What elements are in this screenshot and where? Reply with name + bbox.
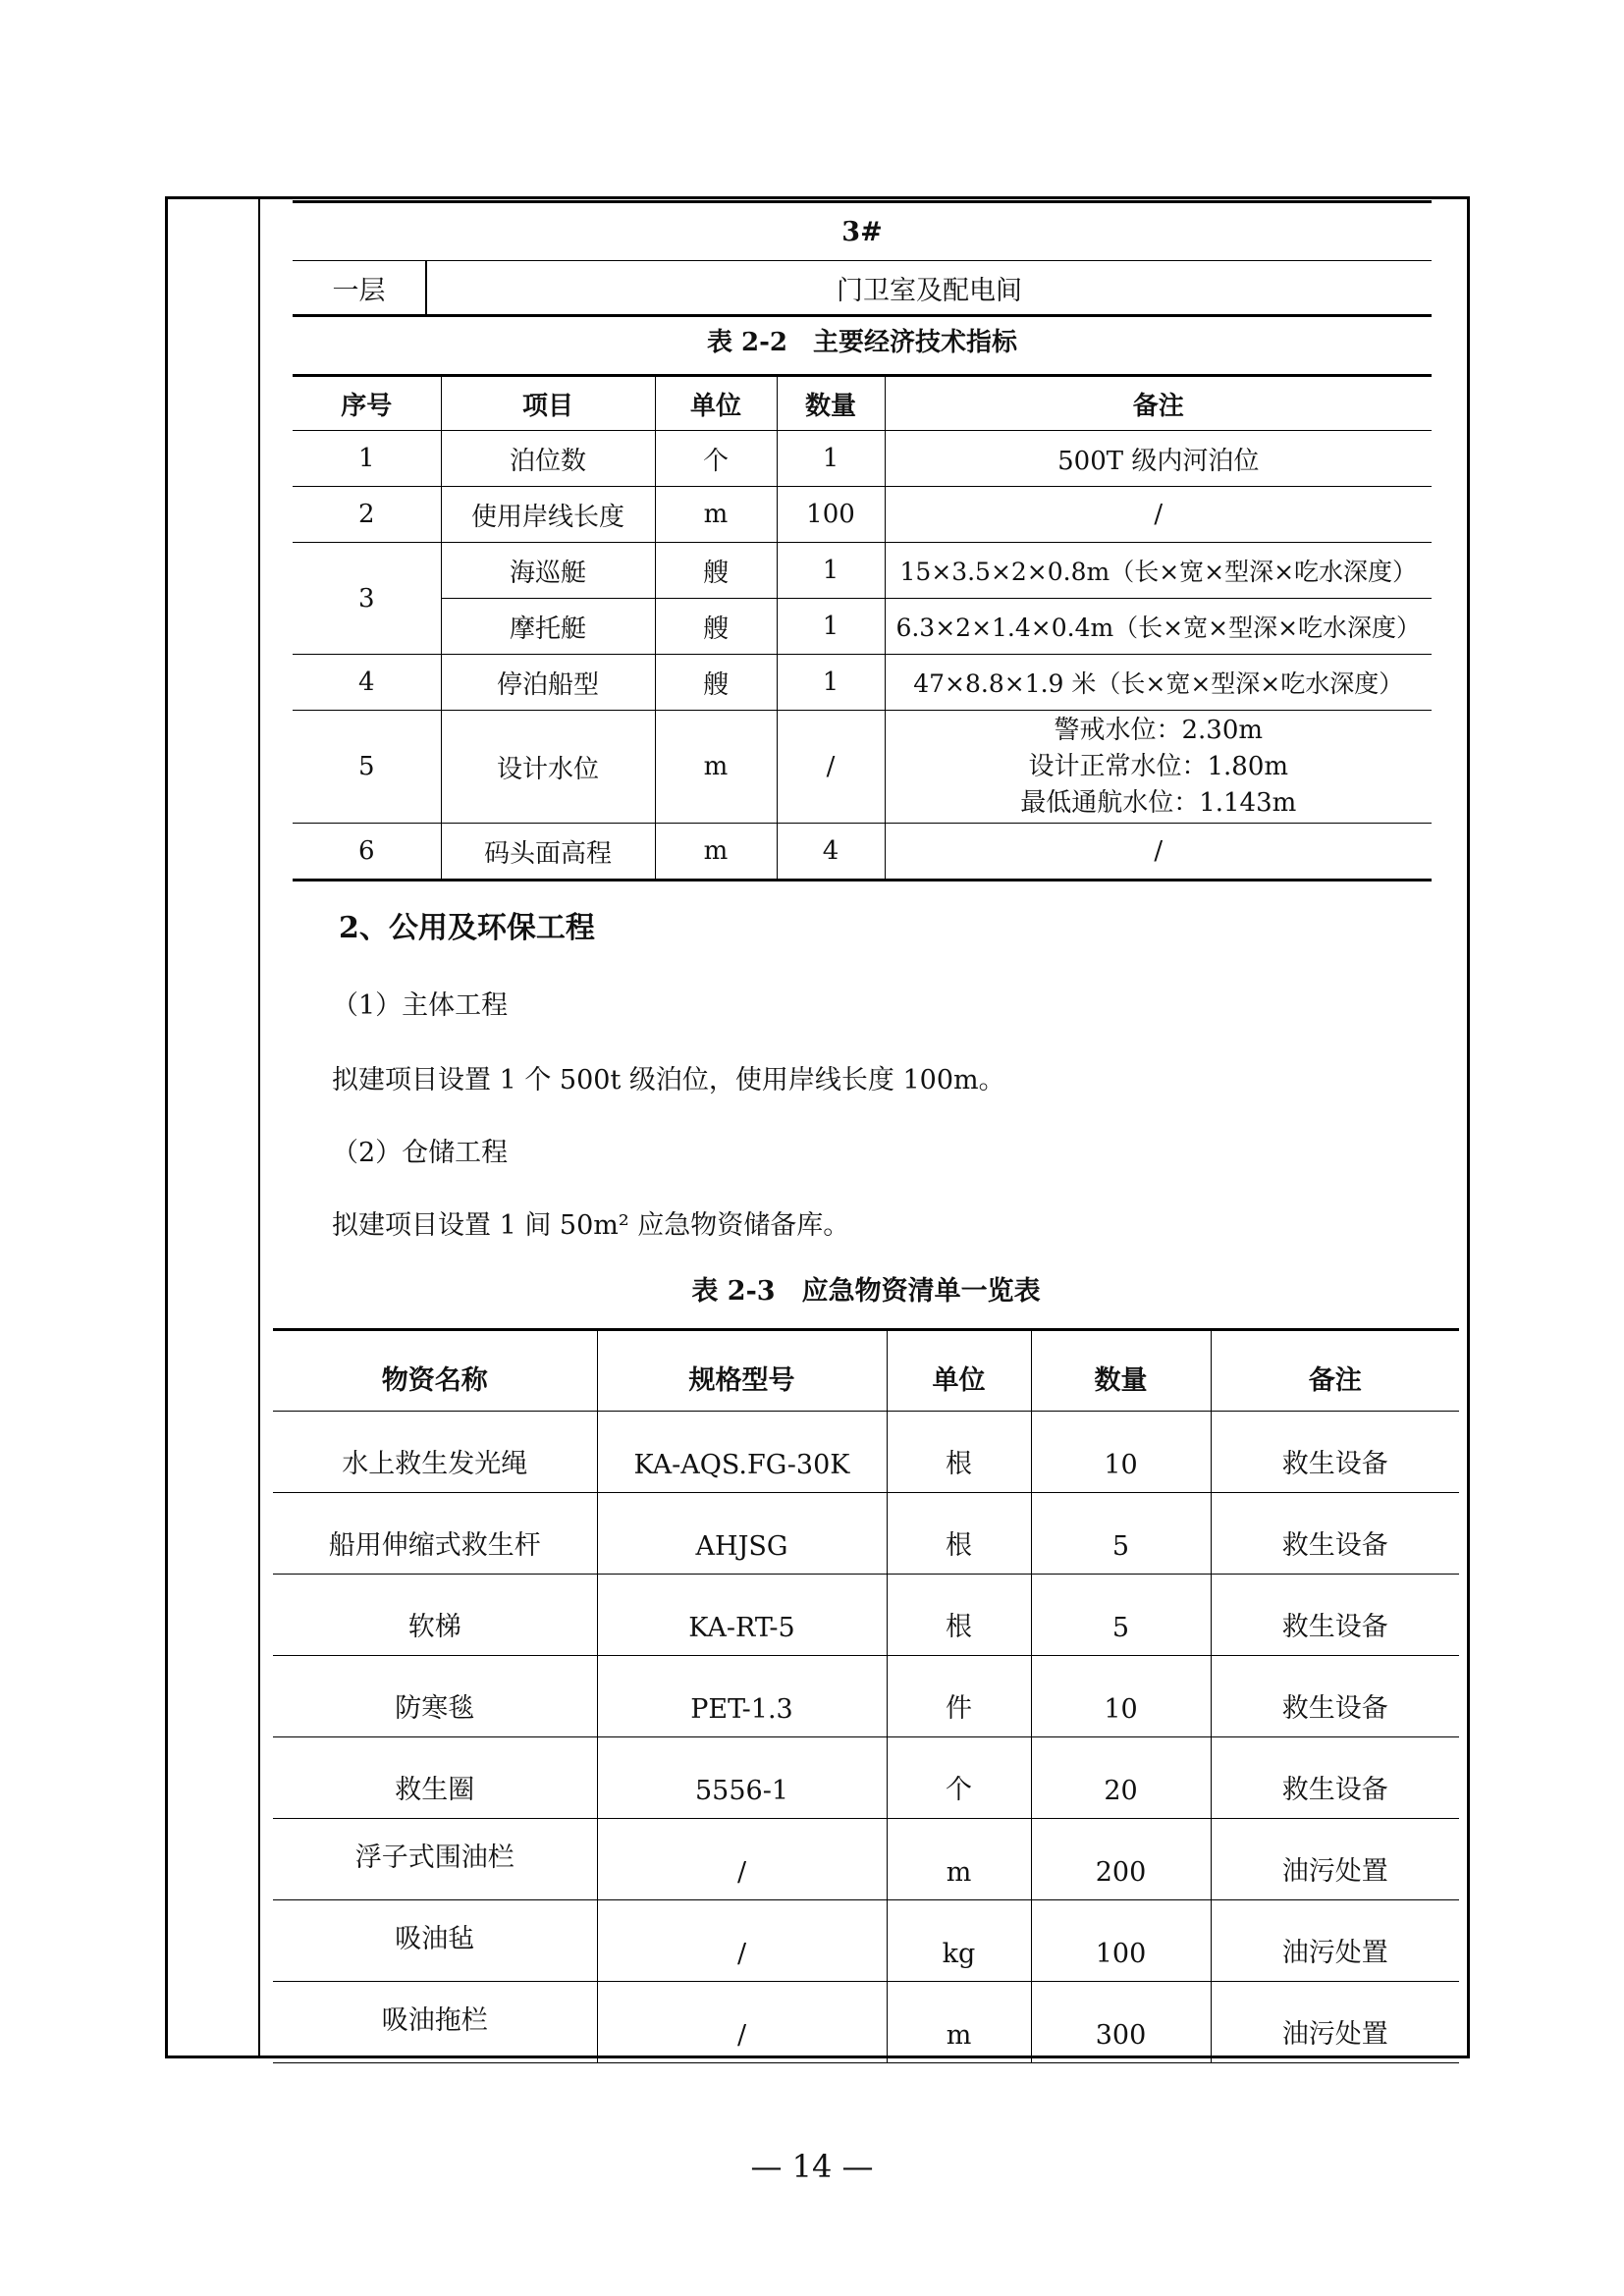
cell-model: / xyxy=(597,1819,887,1900)
cell-model: KA-RT-5 xyxy=(597,1575,887,1656)
col-header-note: 备注 xyxy=(885,376,1432,431)
cell-unit: 个 xyxy=(887,1737,1031,1819)
cell-qty: 1 xyxy=(777,655,885,711)
cell-note: 15×3.5×2×0.8m（长×宽×型深×吃水深度） xyxy=(885,543,1432,599)
cell-qty: 100 xyxy=(777,487,885,543)
table-2-2-caption: 表 2-2 主要经济技术指标 xyxy=(706,328,1018,357)
cell-no: 3 xyxy=(293,543,441,655)
cell-name: 水上救生发光绳 xyxy=(273,1412,597,1493)
table-row xyxy=(273,1493,1459,1575)
cell-qty: 5 xyxy=(1031,1575,1211,1656)
cell-no: 6 xyxy=(293,824,441,881)
table-row xyxy=(293,599,1432,655)
cell-qty: 1 xyxy=(777,543,885,599)
table-row xyxy=(293,487,1432,543)
col-header-unit: 单位 xyxy=(655,376,777,431)
cell-note: 47×8.8×1.9 米（长×宽×型深×吃水深度） xyxy=(885,655,1432,711)
cell-item: 泊位数 xyxy=(441,431,655,487)
table-row xyxy=(293,431,1432,487)
table-row xyxy=(293,824,1432,881)
cell-unit: 艘 xyxy=(655,543,777,599)
cell-unit: m xyxy=(655,824,777,881)
floor-cell: 一层 xyxy=(293,261,426,316)
paragraph-storage: 拟建项目设置 1 间 50m² 应急物资储备库。 xyxy=(332,1210,850,1241)
table-2-3-caption: 表 2-3 应急物资清单一览表 xyxy=(691,1276,1041,1307)
cell-qty: 10 xyxy=(1031,1412,1211,1493)
cell-note: 油污处置 xyxy=(1211,1900,1459,1982)
cell-unit: 根 xyxy=(887,1575,1031,1656)
cell-qty: 100 xyxy=(1031,1900,1211,1982)
paragraph-berth: 拟建项目设置 1 个 500t 级泊位，使用岸线长度 100m。 xyxy=(332,1065,1005,1095)
cell-name: 吸油毡 xyxy=(273,1900,597,1982)
table-row xyxy=(273,1819,1459,1900)
table-header-row xyxy=(273,1330,1459,1412)
subsection-main-project: （1）主体工程 xyxy=(332,990,509,1021)
cell-note: 救生设备 xyxy=(1211,1656,1459,1737)
col-header-item: 项目 xyxy=(441,376,655,431)
cell-item: 设计水位 xyxy=(441,711,655,824)
cell-unit: m xyxy=(655,487,777,543)
col-header-model: 规格型号 xyxy=(597,1330,887,1412)
table-row xyxy=(273,1656,1459,1737)
cell-note-water-levels xyxy=(885,711,1432,824)
cell-unit: 件 xyxy=(887,1656,1031,1737)
cell-note: 救生设备 xyxy=(1211,1575,1459,1656)
cell-unit: kg xyxy=(887,1900,1031,1982)
table-row xyxy=(273,1412,1459,1493)
col-header-note: 备注 xyxy=(1211,1330,1459,1412)
table-row xyxy=(293,711,1432,824)
table-row xyxy=(293,655,1432,711)
cell-no: 1 xyxy=(293,431,441,487)
cell-item: 停泊船型 xyxy=(441,655,655,711)
cell-note: 救生设备 xyxy=(1211,1412,1459,1493)
cell-note: 油污处置 xyxy=(1211,1819,1459,1900)
water-level-line: 警戒水位：2.30m xyxy=(1054,715,1264,745)
col-header-qty: 数量 xyxy=(1031,1330,1211,1412)
cell-unit: 根 xyxy=(887,1412,1031,1493)
cell-model: KA-AQS.FG-30K xyxy=(597,1412,887,1493)
cell-unit: m xyxy=(887,1982,1031,2063)
cell-note: / xyxy=(885,487,1432,543)
cell-qty: 20 xyxy=(1031,1737,1211,1819)
table-row xyxy=(273,1737,1459,1819)
cell-model: / xyxy=(597,1900,887,1982)
cell-note: 救生设备 xyxy=(1211,1737,1459,1819)
cell-item: 使用岸线长度 xyxy=(441,487,655,543)
cell-note: 救生设备 xyxy=(1211,1493,1459,1575)
use-cell: 门卫室及配电间 xyxy=(426,261,1432,316)
cell-unit: m xyxy=(655,711,777,824)
table-2-2 xyxy=(293,374,1432,881)
cell-item: 码头面高程 xyxy=(441,824,655,881)
cell-name: 吸油拖栏 xyxy=(273,1982,597,2063)
cell-name: 防寒毯 xyxy=(273,1656,597,1737)
building-header: 3# xyxy=(293,202,1432,261)
cell-unit: 艘 xyxy=(655,655,777,711)
table-header-row xyxy=(293,376,1432,431)
cell-note: 油污处置 xyxy=(1211,1982,1459,2063)
cell-no: 4 xyxy=(293,655,441,711)
cell-model: / xyxy=(597,1982,887,2063)
table-row xyxy=(293,543,1432,599)
cell-note: 500T 级内河泊位 xyxy=(885,431,1432,487)
cell-qty: / xyxy=(777,711,885,824)
building-table-header-row xyxy=(293,202,1432,261)
cell-unit: 根 xyxy=(887,1493,1031,1575)
subsection-storage-project: （2）仓储工程 xyxy=(332,1138,509,1168)
page-number: — 14 — xyxy=(750,2148,874,2185)
cell-model: 5556-1 xyxy=(597,1737,887,1819)
table-row xyxy=(273,1982,1459,2063)
cell-item: 摩托艇 xyxy=(441,599,655,655)
cell-unit: 艘 xyxy=(655,599,777,655)
col-header-no: 序号 xyxy=(293,376,441,431)
cell-qty: 1 xyxy=(777,431,885,487)
cell-note: 6.3×2×1.4×0.4m（长×宽×型深×吃水深度） xyxy=(885,599,1432,655)
cell-name: 救生圈 xyxy=(273,1737,597,1819)
cell-qty: 10 xyxy=(1031,1656,1211,1737)
cell-no: 2 xyxy=(293,487,441,543)
cell-name: 软梯 xyxy=(273,1575,597,1656)
col-header-name: 物资名称 xyxy=(273,1330,597,1412)
table-row xyxy=(273,1575,1459,1656)
cell-qty: 200 xyxy=(1031,1819,1211,1900)
cell-qty: 5 xyxy=(1031,1493,1211,1575)
cell-qty: 4 xyxy=(777,824,885,881)
cell-model: PET-1.3 xyxy=(597,1656,887,1737)
building-table-row xyxy=(293,261,1432,316)
frame-inner-divider xyxy=(258,196,260,2058)
cell-model: AHJSG xyxy=(597,1493,887,1575)
cell-qty: 1 xyxy=(777,599,885,655)
cell-name: 浮子式围油栏 xyxy=(273,1819,597,1900)
cell-item: 海巡艇 xyxy=(441,543,655,599)
cell-note: / xyxy=(885,824,1432,881)
building-table xyxy=(293,200,1432,317)
water-level-line: 设计正常水位：1.80m xyxy=(1028,751,1289,781)
water-level-line: 最低通航水位：1.143m xyxy=(1020,787,1297,818)
cell-no: 5 xyxy=(293,711,441,824)
cell-name: 船用伸缩式救生杆 xyxy=(273,1493,597,1575)
table-2-3 xyxy=(273,1328,1459,2063)
section-title: 2、公用及环保工程 xyxy=(339,911,595,945)
cell-unit: m xyxy=(887,1819,1031,1900)
col-header-qty: 数量 xyxy=(777,376,885,431)
cell-unit: 个 xyxy=(655,431,777,487)
cell-qty: 300 xyxy=(1031,1982,1211,2063)
col-header-unit: 单位 xyxy=(887,1330,1031,1412)
table-row xyxy=(273,1900,1459,1982)
